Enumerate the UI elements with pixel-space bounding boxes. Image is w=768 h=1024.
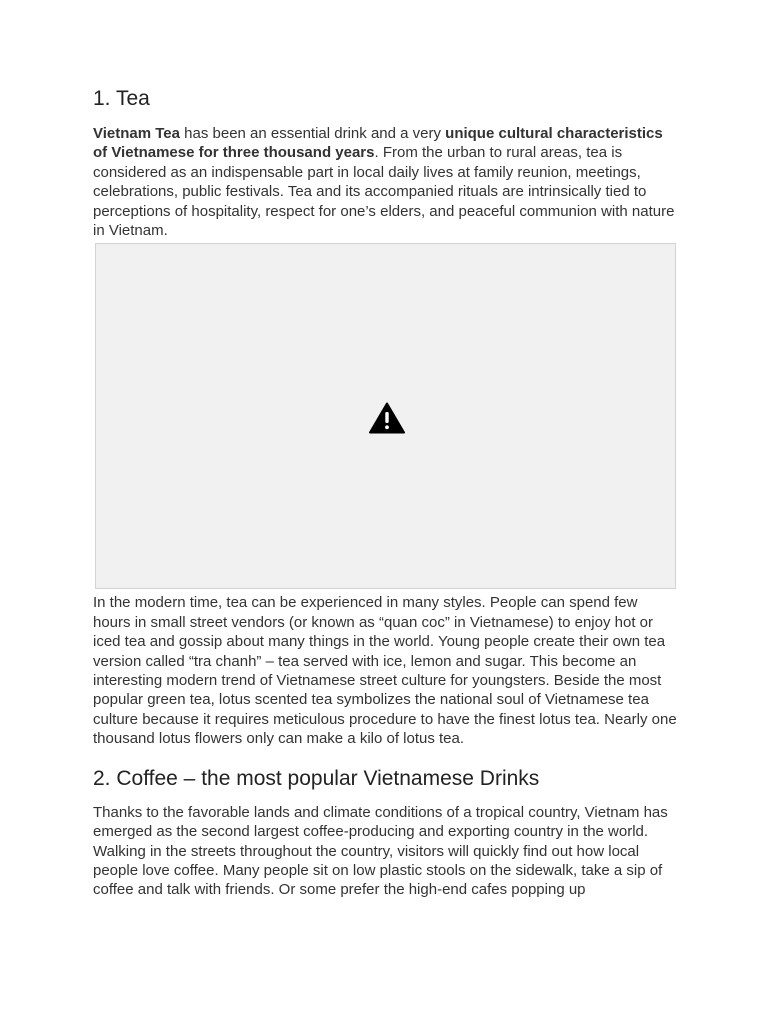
broken-image-placeholder bbox=[95, 243, 676, 589]
tea-body-paragraph: In the modern time, tea can be experienced in many styles. People can spend few hours in small street vendors (or known as “quan coc” in Vietnamese) to enjoy hot or iced tea and gossip about many things in the world. Young people create their own tea version called “tra chanh” – tea served with ice, lemon and sugar. This become an interesting modern trend of Vietnamese street culture for youngsters. Beside the most popular green tea, lotus scented tea symbolizes the national soul of Vietnamese tea culture because it requires meticulous procedure to have the finest lotus tea. Nearly one thousand lotus flowers only can make a kilo of lotus tea. bbox=[93, 594, 677, 748]
unique-cultural-bold: unique cultural characteristics of Vietnamese for three thousand years bbox=[93, 125, 663, 162]
tea-intro-paragraph bbox=[93, 124, 677, 240]
tea-intro-text-1: has been an essential drink and a very bbox=[179, 125, 446, 142]
article bbox=[93, 0, 677, 900]
tea-intro-text-2: . From the urban to rural areas, tea is considered as an indispensable part in local daily lives at family reunion, meetings, celebrations, public festivals. Tea and its accompanied rituals are intrinsically tied to perceptions of hospitality, respect for one’s elders, and peaceful communion with nature in Vietnam. bbox=[93, 144, 675, 240]
warning-triangle-icon bbox=[369, 402, 405, 434]
section-heading-coffee: 2. Coffee – the most popular Vietnamese Drinks bbox=[93, 766, 540, 790]
vietnam-tea-bold: Vietnam Tea bbox=[93, 125, 180, 142]
coffee-body-paragraph: Thanks to the favorable lands and climate conditions of a tropical country, Vietnam has emerged as the second largest coffee-producing and exporting country in the world. Walking in the streets throughout the country, visitors will quickly find out how local people love coffee. Many people sit on low plastic stools on the sidewalk, take a sip of coffee and talk with friends. Or some prefer the high-end cafes popping up bbox=[93, 803, 668, 899]
section-heading-tea: 1. Tea bbox=[93, 87, 150, 110]
